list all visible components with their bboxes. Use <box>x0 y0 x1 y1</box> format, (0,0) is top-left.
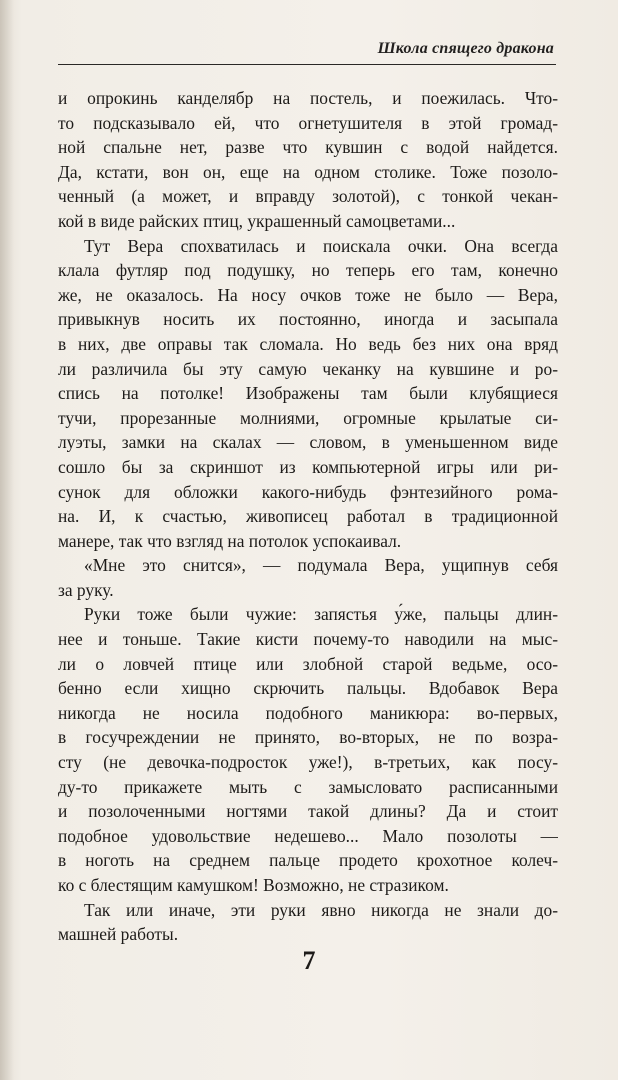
text-line: и опрокинь канделябр на постель, и поежилась. Что- <box>58 88 558 108</box>
text-line: кой в виде райских птиц, украшенный самоцветами... <box>58 210 456 231</box>
text-line: за руку. <box>58 579 114 600</box>
page-number: 7 <box>302 946 316 975</box>
text-line: сунок для обложки какого-нибудь фэнтезийного рома- <box>58 481 558 502</box>
text-line: то подсказывало ей, что огнетушителя в этой громад- <box>58 112 558 133</box>
text-line: ко с блестящим камушком! Возможно, не стразиком. <box>58 875 449 895</box>
text-line: привыкнув носить их постоянно, иногда и засыпала <box>58 309 558 330</box>
text-line: сошло бы за скриншот из компьютерной игры или ри- <box>58 456 558 477</box>
text-line: никогда не носила подобного маникюра: во-первых, <box>58 702 558 723</box>
text-line: Так или иначе, эти руки явно никогда не знали до- <box>84 899 558 920</box>
running-header: Школа спящего дракона <box>377 40 554 57</box>
text-line: клала футляр под подушку, но теперь его там, конечно <box>58 260 558 281</box>
spine-shadow <box>0 0 14 1080</box>
text-line: машней работы. <box>58 924 179 945</box>
text-line: Тут Вера спохватилась и поискала очки. Она всегда <box>84 235 558 256</box>
text-line: Да, кстати, вон он, еще на одном столике. Тоже позоло- <box>58 161 558 182</box>
text-line: сту (не девочка-подросток уже!), в-третьих, как посу- <box>58 752 558 773</box>
text-line: Руки тоже были чужие: запястья у́же, пальцы длин- <box>84 604 558 625</box>
text-line: ной спальне нет, разве что кувшин с водой найдется. <box>58 137 558 158</box>
text-line: ченный (а может, и вправду золотой), с тонкой чекан- <box>58 186 558 207</box>
text-line: на. И, к счастью, живописец работал в традиционной <box>58 506 558 527</box>
text-line: ли о ловчей птице или злобной старой ведьме, осо- <box>58 653 558 674</box>
text-line: в них, две оправы так сломала. Но ведь без них она вряд <box>58 333 558 354</box>
text-line: бенно если хищно скрючить пальцы. Вдобавок Вера <box>58 678 558 699</box>
text-line: нее и тоньше. Такие кисти почему-то наводили на мыс- <box>58 629 558 650</box>
text-line: и позолоченными ногтями такой длины? Да и стоит <box>58 801 558 822</box>
text-line: ли различила бы эту самую чеканку на кувшине и ро- <box>58 358 558 379</box>
header-rule <box>58 64 556 65</box>
text-line: «Мне это снится», — подумала Вера, ущипнув себя <box>84 555 558 576</box>
text-line: же, не оказалось. На носу очков тоже не было — Вера, <box>58 284 558 305</box>
text-line: луэты, замки на скалах — словом, в уменьшенном виде <box>58 432 558 453</box>
text-line: тучи, прорезанные молниями, огромные крылатые си- <box>58 407 558 428</box>
text-line: подобное удовольствие недешево... Мало позолоты — <box>58 825 558 846</box>
text-line: в госучреждении не принято, во-вторых, не по возра- <box>58 727 558 748</box>
text-line: в ноготь на среднем пальце продето крохотное колеч- <box>58 850 558 871</box>
text-line: спись на потолке! Изображены там были клубящиеся <box>58 383 558 404</box>
text-line: манере, так что взгляд на потолок успокаивал. <box>58 530 402 551</box>
text-line: ду-то прикажете мыть с замысловато расписанными <box>58 776 558 797</box>
body-text <box>58 86 558 947</box>
